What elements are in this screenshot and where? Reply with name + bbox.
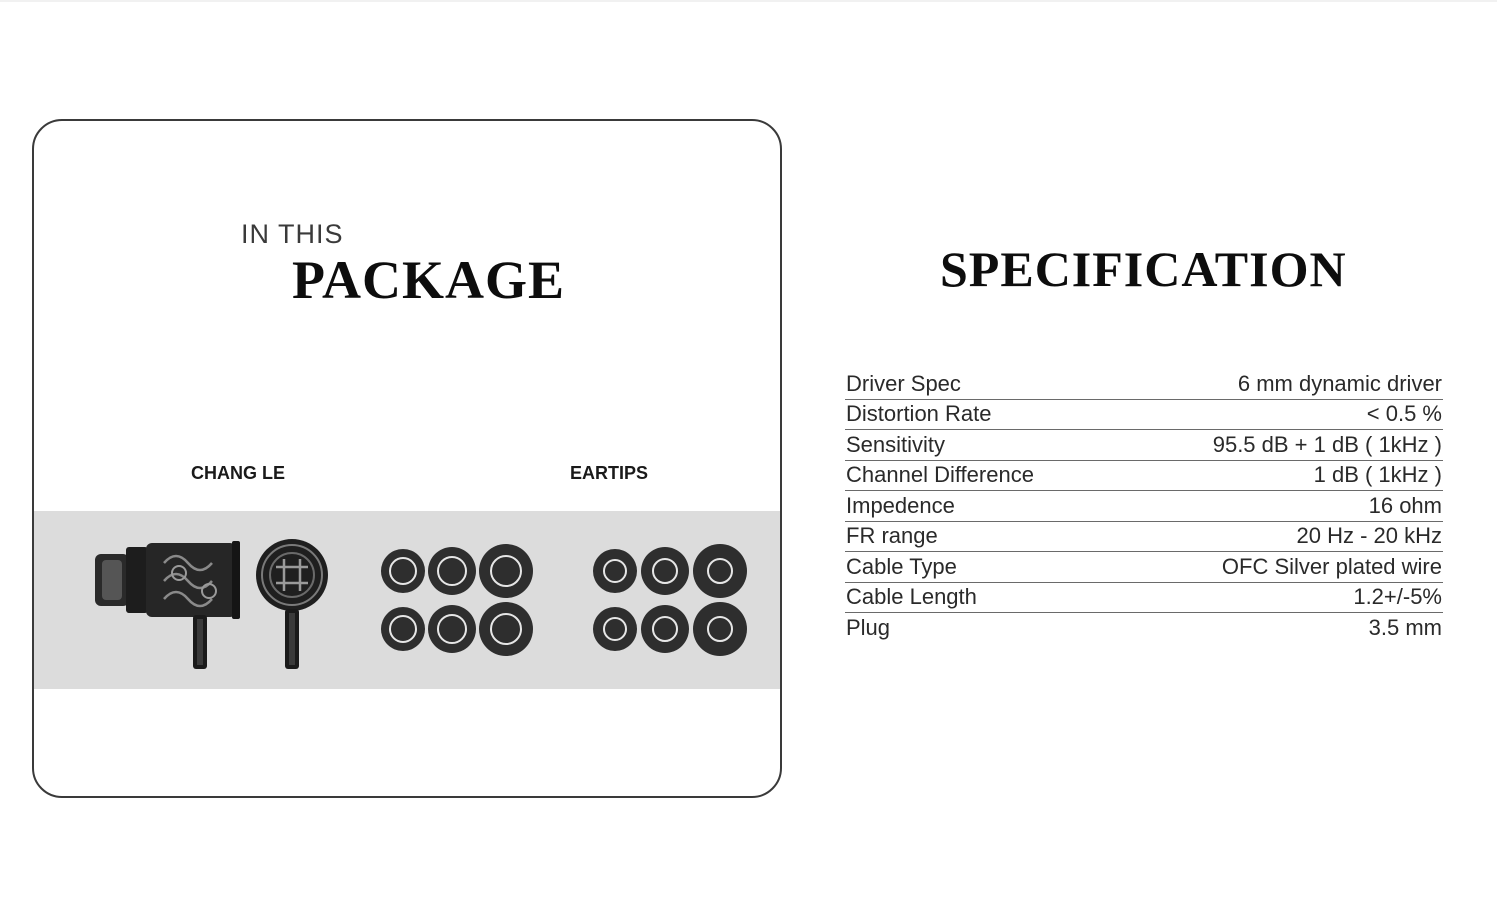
spec-row [845, 400, 1443, 431]
spec-value: 3.5 mm [1368, 614, 1442, 640]
spec-row [845, 552, 1443, 583]
eartip-icon [693, 602, 747, 656]
earphone-side-icon [95, 541, 240, 669]
spec-key: Plug [846, 614, 891, 640]
spec-value: 20 Hz - 20 kHz [1296, 523, 1442, 548]
package-title: PACKAGE [292, 250, 565, 310]
spec-row [845, 522, 1443, 553]
eartip-icon [428, 547, 476, 595]
eartip-icon [479, 602, 533, 656]
spec-value: 6 mm dynamic driver [1237, 370, 1442, 396]
package-items-band [34, 511, 782, 689]
package-subtitle: IN THIS [241, 219, 344, 249]
specification-table [845, 369, 1443, 643]
eartip-icon [381, 549, 425, 593]
spec-key: Channel Difference [846, 462, 1034, 487]
item-label-chang-le: CHANG LE [191, 463, 285, 483]
spec-row [845, 613, 1443, 643]
eartip-icon [593, 549, 637, 593]
item-label-eartips: EARTIPS [570, 463, 649, 483]
specification-title: SPECIFICATION [940, 241, 1347, 297]
spec-key: Distortion Rate [846, 401, 992, 426]
spec-key: Driver Spec [846, 370, 961, 396]
eartip-icon [693, 544, 747, 598]
spec-row [845, 369, 1443, 400]
spec-key: Sensitivity [846, 431, 946, 457]
eartip-icon [641, 547, 689, 595]
top-divider [0, 0, 1497, 2]
package-card [32, 119, 782, 798]
spec-value: 95.5 dB + 1 dB ( 1kHz ) [1212, 431, 1442, 457]
eartip-icon [593, 607, 637, 651]
spec-value: OFC Silver plated wire [1221, 553, 1442, 579]
spec-key: Cable Length [846, 584, 977, 609]
spec-row [845, 461, 1443, 492]
eartip-icon [479, 544, 533, 598]
eartips-group-two [593, 544, 747, 656]
earphone-front-icon [256, 539, 328, 669]
spec-key: Impedence [846, 492, 955, 518]
spec-row [845, 491, 1443, 522]
eartips-group-one [381, 544, 533, 656]
spec-value: 1.2+/-5% [1353, 584, 1442, 609]
eartip-icon [381, 607, 425, 651]
spec-key: FR range [846, 523, 938, 548]
eartip-icon [641, 605, 689, 653]
spec-row [845, 583, 1443, 614]
spec-value: 16 ohm [1368, 492, 1442, 518]
spec-value: 1 dB ( 1kHz ) [1313, 462, 1442, 487]
spec-key: Cable Type [846, 553, 957, 579]
eartip-icon [428, 605, 476, 653]
spec-value: < 0.5 % [1366, 401, 1442, 426]
spec-row [845, 430, 1443, 461]
